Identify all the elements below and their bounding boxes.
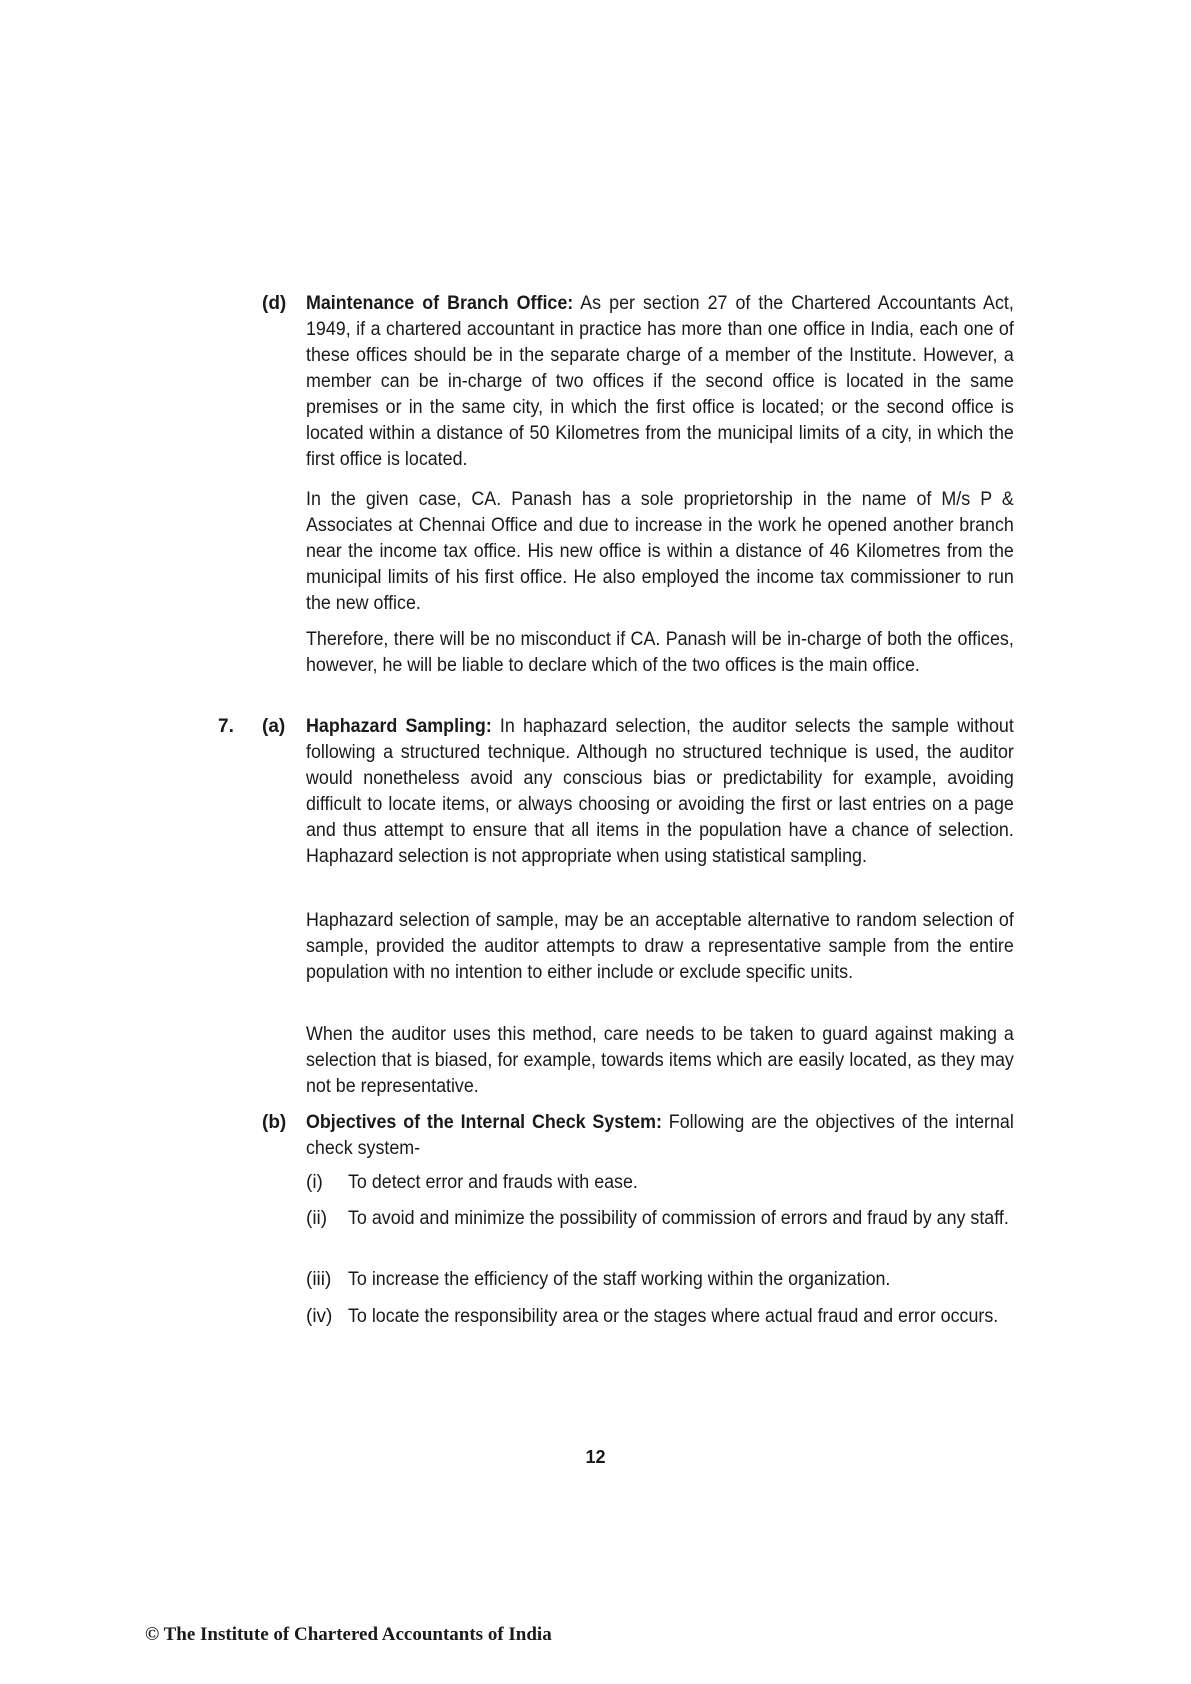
list-item-label: (ii) [306,1208,328,1229]
section-7b-intro [306,1110,1014,1162]
section-d-text-1: As per section 27 of the Chartered Accountants Act, 1949, if a chartered accountant in practice has more than one office in India, each one of these offices should be in the separate charge of a member of the Institute. However, a member can be in-charge of two offices if the second office is located in the same premises or in the same city, in which the first office is located; or the second office is located within a distance of 50 Kilometres from the municipal limits of a city, in which the first office is located. [306,293,1014,470]
list-item-text: To locate the responsibility area or the stages where actual fraud and error occurs. [348,1306,999,1327]
page-number: 12 [585,1447,606,1467]
section-7b-intro-text: Following are the objectives of the internal check system- [306,1112,1014,1159]
section-d-paragraph-1 [306,291,1014,473]
section-d-heading: Maintenance of Branch Office: [306,293,574,314]
section-d-label: (d) [262,293,287,314]
section-7a-heading: Haphazard Sampling: [306,716,492,737]
section-7a-text-1: In haphazard selection, the auditor selects the sample without following a structured technique. Although no structured technique is used, the auditor would nonetheless avoid any conscious bias or predictability for example, avoiding difficult to locate items, or always choosing or avoiding the first or last entries on a page and thus attempt to ensure that all items in the population have a chance of selection. Haphazard selection is not appropriate when using statistical sampling. [306,716,1014,867]
list-item-label: (iii) [306,1269,332,1290]
section-7a-label: (a) [262,716,286,737]
section-d-paragraph-3: Therefore, there will be no misconduct if CA. Panash will be in-charge of both the offices, however, he will be liable to declare which of the two offices is the main office. [306,629,1014,676]
list-item-label: (i) [306,1172,323,1193]
section-7a-paragraph-1 [306,714,1014,870]
list-item-label: (iv) [306,1306,333,1327]
copyright-footer: © The Institute of Chartered Accountants of India [145,1624,552,1645]
list-item-text: To increase the efficiency of the staff working within the organization. [348,1269,891,1290]
section-d-paragraph-2: In the given case, CA. Panash has a sole proprietorship in the name of M/s P & Associates at Chennai Office and due to increase in the work he opened another branch near the income tax office. His new office is within a distance of 46 Kilometres from the municipal limits of his first office. He also employed the income tax commissioner to run the new office. [306,489,1014,614]
section-7a-paragraph-3: When the auditor uses this method, care needs to be taken to guard against making a selection that is biased, for example, towards items which are easily located, as they may not be representative. [306,1024,1014,1097]
list-item-text: To avoid and minimize the possibility of commission of errors and fraud by any staff. [348,1208,1009,1229]
section-7a-paragraph-2: Haphazard selection of sample, may be an acceptable alternative to random selection of sample, provided the auditor attempts to draw a representative sample from the entire population with no intention to either include or exclude specific units. [306,910,1014,983]
section-7b-label: (b) [262,1112,287,1133]
question-7-number: 7. [218,716,234,737]
section-7b-heading: Objectives of the Internal Check System: [306,1112,662,1133]
list-item-text: To detect error and frauds with ease. [348,1172,638,1193]
